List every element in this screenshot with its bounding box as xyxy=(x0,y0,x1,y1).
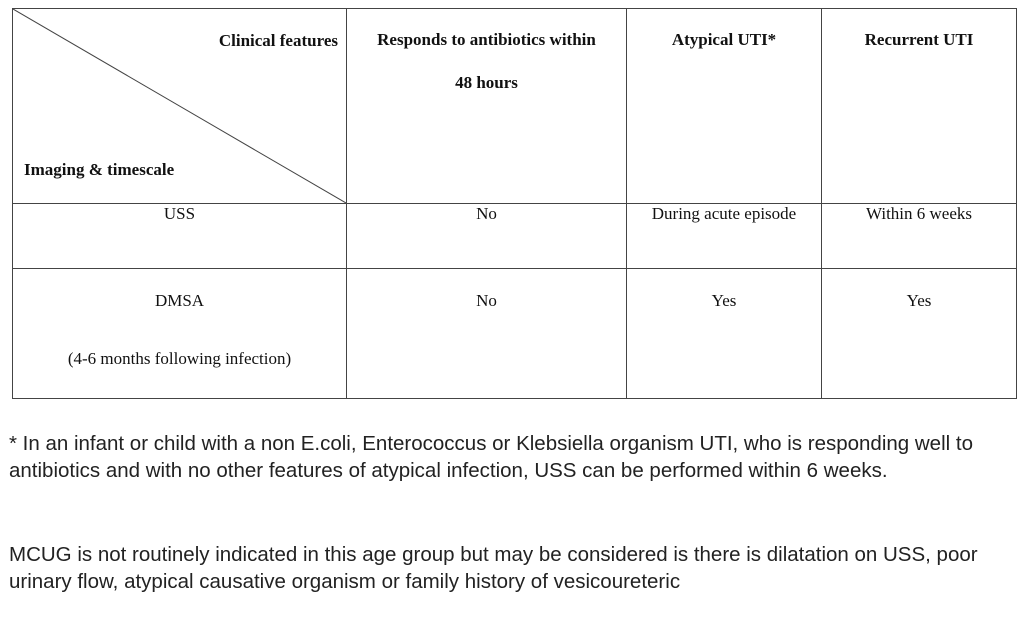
corner-cell xyxy=(13,9,347,204)
footnote-paragraph: * In an infant or child with a non E.coli, Enterococcus or Klebsiella organism UTI, who is responding well to antibiotics and with no other features of atypical infection, USS can be performed within 6 weeks. xyxy=(9,432,973,482)
imaging-table xyxy=(12,8,1017,399)
imaging-timescale-label: Imaging & timescale xyxy=(24,160,175,179)
cell-dmsa-responds-cell xyxy=(347,269,627,399)
header-atypical-uti xyxy=(627,9,822,204)
mcug-paragraph: MCUG is not routinely indicated in this age group but may be considered is there is dilatation on USS, poor urinary flow, atypical causative organism or family history of vesicoureteric xyxy=(9,543,978,593)
header-responds-line2: 48 hours xyxy=(455,73,518,92)
cell-uss-atypical: During acute episode xyxy=(627,204,822,269)
table-row-dmsa xyxy=(13,269,1017,399)
clinical-features-label: Clinical features xyxy=(218,31,338,50)
row-label-uss: USS xyxy=(13,204,347,269)
header-recurrent-label: Recurrent UTI xyxy=(864,30,974,49)
header-responds-line1: Responds to antibiotics within xyxy=(377,30,596,49)
table-row-uss xyxy=(13,204,1017,269)
cell-dmsa-atypical: Yes xyxy=(711,291,737,310)
cell-dmsa-recurrent: Yes xyxy=(906,291,932,310)
header-responds-antibiotics xyxy=(347,9,627,204)
header-atypical-label: Atypical UTI* xyxy=(671,30,777,49)
cell-dmsa-responds: No xyxy=(476,291,497,310)
cell-dmsa-recurrent-cell xyxy=(822,269,1017,399)
row-label-dmsa-cell xyxy=(13,269,347,399)
row-label-dmsa: DMSA xyxy=(154,291,205,310)
cell-uss-recurrent: Within 6 weeks xyxy=(822,204,1017,269)
header-recurrent-uti xyxy=(822,9,1017,204)
cell-dmsa-atypical-cell xyxy=(627,269,822,399)
cell-uss-responds: No xyxy=(347,204,627,269)
table-header-row xyxy=(13,9,1017,204)
row-sublabel-dmsa: (4-6 months following infection) xyxy=(67,349,292,368)
